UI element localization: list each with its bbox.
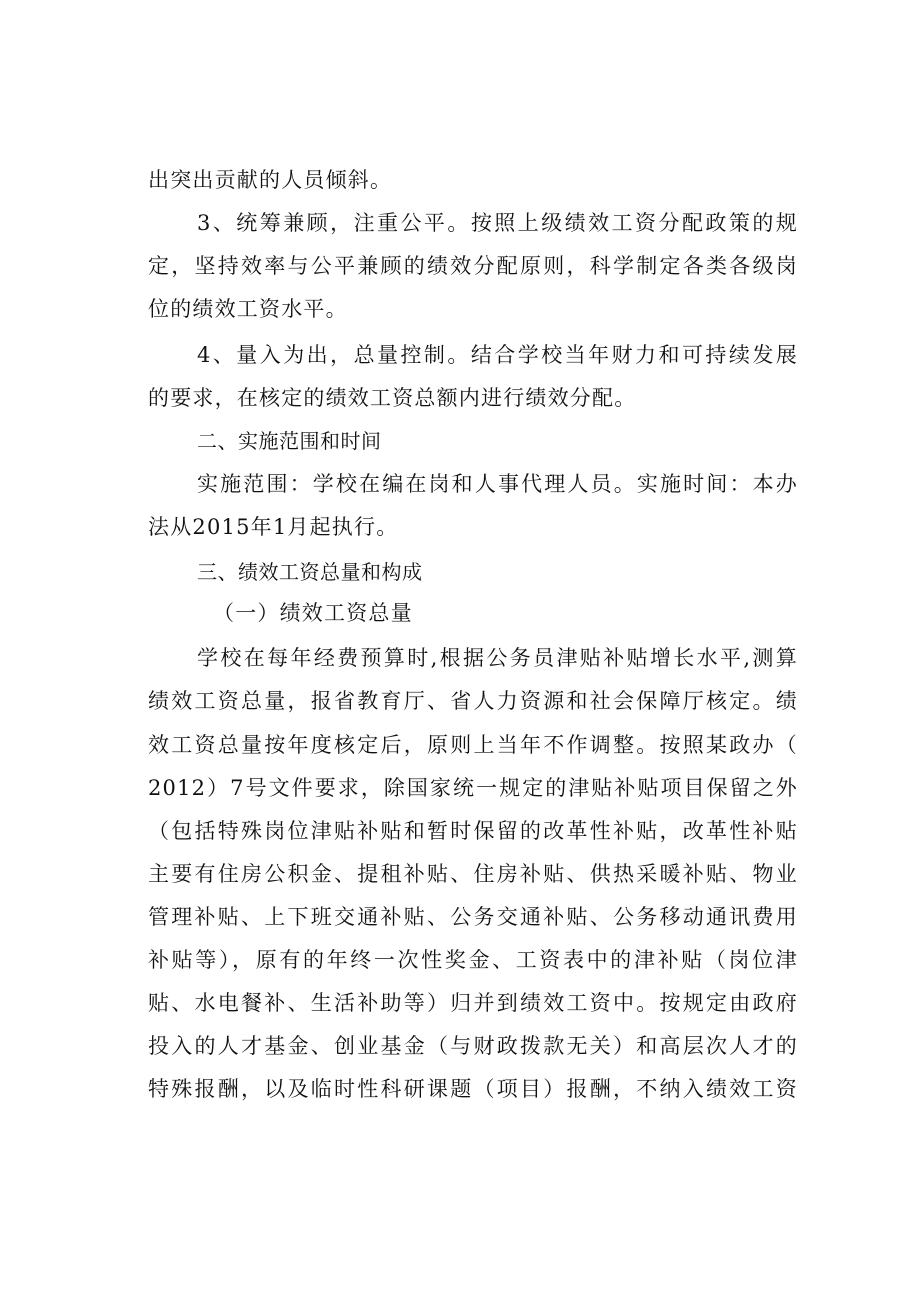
text-line: 投入的人才基金、创业基金（与财政拨款无关）和高层次人才的 xyxy=(148,1034,798,1058)
section-heading: 二、实施范围和时间 xyxy=(197,429,382,453)
text-line: 学校在每年经费预算时,根据公务员津贴补贴增长水平,测算 xyxy=(197,646,798,670)
text-line: 贴、水电餐补、生活补助等）归并到绩效工资中。按规定由政府 xyxy=(148,991,798,1015)
text-line: 管理补贴、上下班交通补贴、公务交通补贴、公务移动通讯费用 xyxy=(148,905,798,929)
text-line: 效工资总量按年度核定后，原则上当年不作调整。按照某政办（ xyxy=(148,733,798,757)
text-line: 出突出贡献的人员倾斜。 xyxy=(148,168,393,192)
text-line: 4、量入为出，总量控制。结合学校当年财力和可持续发展 xyxy=(197,343,798,367)
text-line: 法从2015年1月起执行。 xyxy=(148,515,399,539)
text-line: 3、统筹兼顾，注重公平。按照上级绩效工资分配政策的规 xyxy=(197,211,798,235)
section-heading: 三、绩效工资总量和构成 xyxy=(197,560,423,584)
text-line: 特殊报酬，以及临时性科研课题（项目）报酬，不纳入绩效工资 xyxy=(148,1077,798,1101)
text-line: 定，坚持效率与公平兼顾的绩效分配原则，科学制定各类各级岗 xyxy=(148,254,798,278)
text-line: 2012）7号文件要求，除国家统一规定的津贴补贴项目保留之外 xyxy=(148,776,798,800)
text-line: （包括特殊岗位津贴补贴和暂时保留的改革性补贴，改革性补贴 xyxy=(148,819,798,843)
text-line: 补贴等），原有的年终一次性奖金、工资表中的津补贴（岗位津 xyxy=(148,948,798,972)
text-line: 位的绩效工资水平。 xyxy=(148,297,348,321)
text-line: 实施范围：学校在编在岗和人事代理人员。实施时间：本办 xyxy=(197,472,798,496)
text-line: 的要求，在核定的绩效工资总额内进行绩效分配。 xyxy=(148,386,637,410)
subsection-heading: （一）绩效工资总量 xyxy=(213,601,413,625)
text-line: 主要有住房公积金、提租补贴、住房补贴、供热采暖补贴、物业 xyxy=(148,862,798,886)
text-line: 绩效工资总量，报省教育厅、省人力资源和社会保障厅核定。绩 xyxy=(148,689,798,713)
